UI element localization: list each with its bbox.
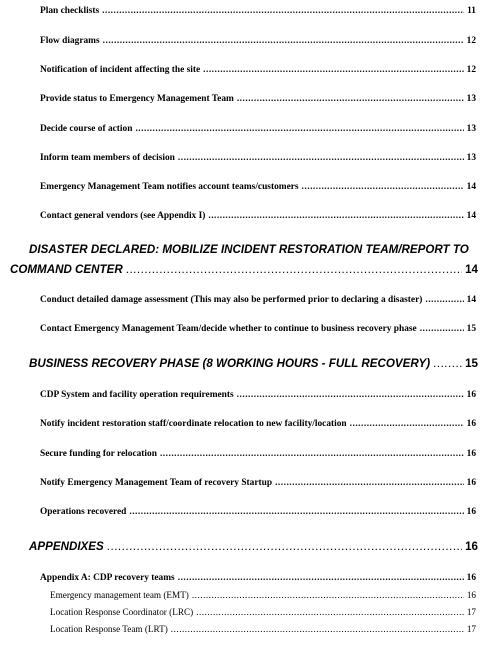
toc-leader-dots <box>196 607 464 617</box>
toc-entry-page: 14 <box>466 295 476 305</box>
toc-entry-title: Inform team members of decision <box>40 153 175 163</box>
toc-entry-title: Contact general vendors (see Appendix I) <box>40 211 206 221</box>
toc-entry-title: Location Response Team (LRT) <box>50 624 168 634</box>
toc-entry-notification[interactable] <box>40 65 476 75</box>
toc-leader-dots <box>420 324 464 334</box>
toc-leader-dots <box>135 124 463 134</box>
section-heading-appendixes[interactable] <box>29 540 478 553</box>
toc-leader-dots <box>208 211 463 221</box>
toc-entry-page: 16 <box>466 390 476 400</box>
toc-entry-title: Conduct detailed damage assessment (This may also be performed prior to declaring a disaster) <box>40 295 423 305</box>
toc-entry-page: 16 <box>466 507 476 517</box>
toc-subentry-lrt[interactable] <box>50 624 476 634</box>
toc-leader-dots <box>160 449 464 459</box>
toc-entry-page: 13 <box>466 153 476 163</box>
toc-entry-page: 14 <box>466 211 476 221</box>
toc-leader-dots <box>350 419 464 429</box>
toc-entry-page: 17 <box>466 607 476 617</box>
toc-entry-notify-restoration[interactable] <box>40 419 476 429</box>
section-heading-page: 16 <box>465 540 478 553</box>
toc-entry-page: 16 <box>466 449 476 459</box>
toc-leader-dots <box>178 153 464 163</box>
toc-leader-dots <box>129 507 463 517</box>
toc-subentry-emt[interactable] <box>50 590 476 600</box>
toc-entry-page: 15 <box>466 324 476 334</box>
toc-leader-dots <box>302 182 464 192</box>
section-heading-title: APPENDIXES <box>29 540 104 553</box>
toc-entry-inform-team[interactable] <box>40 153 476 163</box>
toc-entry-emt-notifies[interactable] <box>40 182 476 192</box>
toc-entry-page: 14 <box>466 182 476 192</box>
toc-entry-notify-emt-startup[interactable] <box>40 478 476 488</box>
toc-entry-title: Provide status to Emergency Management Team <box>40 94 234 104</box>
toc-entry-page: 16 <box>466 573 476 583</box>
toc-entry-title: CDP System and facility operation requirements <box>40 390 234 400</box>
toc-leader-dots <box>237 94 464 104</box>
toc-entry-title: Decide course of action <box>40 124 133 134</box>
toc-entry-page: 13 <box>466 124 476 134</box>
toc-entry-title: Notify incident restoration staff/coordinate relocation to new facility/location <box>40 419 347 429</box>
toc-entry-secure-funding[interactable] <box>40 449 476 459</box>
toc-leader-dots <box>103 36 464 46</box>
toc-entry-operations-recovered[interactable] <box>40 507 476 517</box>
toc-entry-page: 12 <box>466 65 476 75</box>
toc-entry-title: Notification of incident affecting the site <box>40 65 201 75</box>
toc-leader-dots <box>171 624 464 634</box>
section-heading-disaster-line2[interactable] <box>10 263 478 276</box>
toc-leader-dots <box>433 357 462 370</box>
section-heading-disaster-line1[interactable]: DISASTER DECLARED: MOBILIZE INCIDENT RESTORATION TEAM/REPORT TO <box>29 243 469 256</box>
toc-entry-title: Flow diagrams <box>40 36 100 46</box>
toc-entry-page: 12 <box>466 36 476 46</box>
toc-entry-damage-assessment[interactable] <box>40 295 476 305</box>
toc-entry-cdp-system[interactable] <box>40 390 476 400</box>
toc-entry-title: Emergency Management Team notifies account teams/customers <box>40 182 299 192</box>
toc-entry-title: Location Response Coordinator (LRC) <box>50 607 194 617</box>
toc-leader-dots <box>275 478 464 488</box>
toc-leader-dots <box>203 65 463 75</box>
toc-entry-plan-checklists[interactable] <box>40 6 476 16</box>
toc-entry-page: 13 <box>466 94 476 104</box>
toc-entry-title: Emergency management team (EMT) <box>50 590 189 600</box>
section-heading-business-recovery[interactable] <box>29 357 478 370</box>
toc-subentry-lrc[interactable] <box>50 607 476 617</box>
toc-entry-page: 17 <box>466 624 476 634</box>
toc-entry-page: 11 <box>467 6 476 16</box>
toc-leader-dots <box>192 590 464 600</box>
toc-entry-page: 16 <box>466 478 476 488</box>
toc-leader-dots <box>107 540 462 553</box>
toc-entry-flow-diagrams[interactable] <box>40 36 476 46</box>
toc-entry-decide-course[interactable] <box>40 124 476 134</box>
section-heading-title: COMMAND CENTER <box>10 263 123 276</box>
toc-leader-dots <box>126 263 462 276</box>
toc-entry-provide-status[interactable] <box>40 94 476 104</box>
toc-entry-appendix-a[interactable] <box>40 573 476 583</box>
section-heading-page: 15 <box>465 357 478 370</box>
toc-entry-title: Plan checklists <box>40 6 100 16</box>
toc-leader-dots <box>237 390 464 400</box>
toc-entry-contact-vendors[interactable] <box>40 211 476 221</box>
section-heading-page: 14 <box>465 263 478 276</box>
toc-leader-dots <box>178 573 464 583</box>
toc-entry-title: Notify Emergency Management Team of recovery Startup <box>40 478 273 488</box>
toc-entry-title: Secure funding for relocation <box>40 449 157 459</box>
toc-entry-contact-emt[interactable] <box>40 324 476 334</box>
section-heading-title: BUSINESS RECOVERY PHASE (8 WORKING HOURS - FULL RECOVERY) <box>29 357 431 370</box>
toc-entry-title: Contact Emergency Management Team/decide whether to continue to business recovery phase <box>40 324 417 334</box>
toc-entry-page: 16 <box>466 419 476 429</box>
toc-entry-title: Appendix A: CDP recovery teams <box>40 573 175 583</box>
toc-leader-dots <box>425 295 463 305</box>
toc-leader-dots <box>102 6 464 16</box>
toc-entry-title: Operations recovered <box>40 507 127 517</box>
toc-entry-page: 16 <box>466 590 476 600</box>
